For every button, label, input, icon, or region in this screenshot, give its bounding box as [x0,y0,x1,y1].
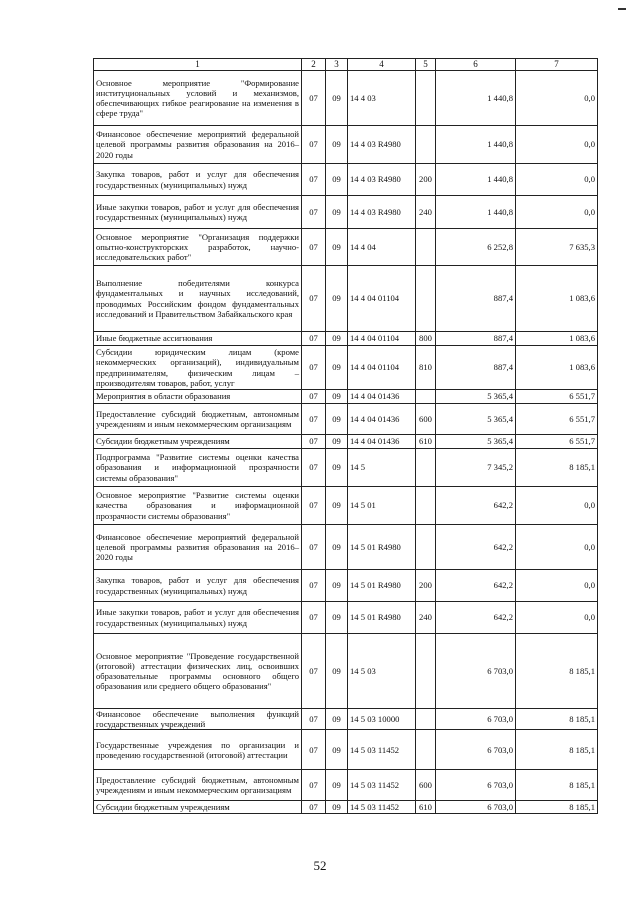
row-name: Иные закупки товаров, работ и услуг для обеспечения государственных (муниципальных) нужд [94,602,302,634]
row-amount-year-2: 1 083,6 [516,266,598,332]
table-row [94,801,598,814]
row-amount-year-1: 642,2 [436,570,516,602]
row-expense-type: 610 [416,801,436,814]
table-row [94,126,598,164]
row-target-article: 14 4 03 [348,71,416,126]
row-target-article: 14 4 03 R4980 [348,164,416,196]
row-target-article: 14 5 01 [348,487,416,525]
row-amount-year-2: 8 185,1 [516,634,598,709]
scan-mark [618,8,626,10]
row-target-article: 14 5 03 11452 [348,801,416,814]
row-subsection: 09 [326,634,348,709]
table-row [94,730,598,770]
row-amount-year-2: 1 083,6 [516,332,598,346]
row-expense-type [416,487,436,525]
row-amount-year-2: 8 185,1 [516,730,598,770]
row-target-article: 14 5 [348,449,416,487]
row-section: 07 [302,229,326,266]
row-subsection: 09 [326,602,348,634]
table-row [94,570,598,602]
row-amount-year-1: 887,4 [436,266,516,332]
row-target-article: 14 5 03 10000 [348,709,416,730]
row-name: Подпрограмма "Развитие системы оценки качества образования и информационной прозрачности системы образования" [94,449,302,487]
table-row [94,525,598,570]
row-section: 07 [302,196,326,229]
row-subsection: 09 [326,801,348,814]
row-subsection: 09 [326,390,348,404]
row-amount-year-1: 1 440,8 [436,126,516,164]
row-amount-year-1: 5 365,4 [436,404,516,435]
row-amount-year-2: 8 185,1 [516,709,598,730]
row-name: Предоставление субсидий бюджетным, автономным учреждениям и иным некоммерческим организациям [94,404,302,435]
row-expense-type: 200 [416,570,436,602]
row-section: 07 [302,525,326,570]
row-name: Выполнение победителями конкурса фундаментальных и научных исследований, проводимых Российским фондом фундаментальных исследований и Правительством Забайкальского края [94,266,302,332]
table-row [94,164,598,196]
row-section: 07 [302,487,326,525]
row-expense-type [416,71,436,126]
row-section: 07 [302,709,326,730]
row-subsection: 09 [326,126,348,164]
row-expense-type [416,390,436,404]
header-col-7: 7 [516,59,598,71]
table-row [94,346,598,390]
row-name: Основное мероприятие "Проведение государственной (итоговой) аттестации физических лиц, освоивших образовательные программы основного общего образования или среднего общего образования" [94,634,302,709]
row-expense-type [416,229,436,266]
row-amount-year-2: 0,0 [516,126,598,164]
row-subsection: 09 [326,570,348,602]
row-section: 07 [302,266,326,332]
row-section: 07 [302,346,326,390]
row-amount-year-1: 642,2 [436,487,516,525]
row-amount-year-2: 0,0 [516,602,598,634]
table-row [94,602,598,634]
row-amount-year-1: 6 703,0 [436,634,516,709]
header-col-4: 4 [348,59,416,71]
row-section: 07 [302,634,326,709]
row-amount-year-2: 6 551,7 [516,435,598,449]
row-amount-year-2: 8 185,1 [516,449,598,487]
row-name: Предоставление субсидий бюджетным, автономным учреждениям и иным некоммерческим организациям [94,770,302,801]
row-expense-type [416,266,436,332]
header-col-5: 5 [416,59,436,71]
row-subsection: 09 [326,730,348,770]
row-section: 07 [302,449,326,487]
row-target-article: 14 5 01 R4980 [348,602,416,634]
row-name: Финансовое обеспечение выполнения функций государственных учреждений [94,709,302,730]
row-subsection: 09 [326,164,348,196]
row-section: 07 [302,770,326,801]
table-row [94,71,598,126]
page-number: 52 [313,858,327,873]
row-target-article: 14 5 03 11452 [348,730,416,770]
table-row [94,449,598,487]
row-subsection: 09 [326,346,348,390]
row-target-article: 14 4 04 01104 [348,346,416,390]
row-amount-year-1: 5 365,4 [436,435,516,449]
table-row [94,266,598,332]
row-amount-year-1: 6 252,8 [436,229,516,266]
table-body [94,71,598,814]
row-target-article: 14 4 04 [348,229,416,266]
row-name: Основное мероприятие "Формирование институциональных условий и механизмов, обеспечивающих гибкое реагирование на изменения в сфере труда" [94,71,302,126]
row-target-article: 14 4 03 R4980 [348,126,416,164]
row-amount-year-1: 1 440,8 [436,71,516,126]
row-expense-type [416,449,436,487]
table-row [94,709,598,730]
row-name: Основное мероприятие "Организация поддержки опытно-конструкторских разработок, научно-исследовательских работ" [94,229,302,266]
row-amount-year-1: 6 703,0 [436,709,516,730]
table-row [94,390,598,404]
row-amount-year-1: 887,4 [436,346,516,390]
header-row [94,59,598,71]
row-amount-year-2: 8 185,1 [516,801,598,814]
row-name: Субсидии бюджетным учреждениям [94,801,302,814]
row-subsection: 09 [326,487,348,525]
row-name: Финансовое обеспечение мероприятий федеральной целевой программы развития образования на 2016–2020 годы [94,126,302,164]
row-target-article: 14 4 04 01104 [348,266,416,332]
row-expense-type: 800 [416,332,436,346]
row-expense-type: 810 [416,346,436,390]
header-col-1: 1 [94,59,302,71]
row-subsection: 09 [326,71,348,126]
header-col-6: 6 [436,59,516,71]
row-section: 07 [302,570,326,602]
row-subsection: 09 [326,404,348,435]
row-amount-year-2: 6 551,7 [516,404,598,435]
row-name: Мероприятия в области образования [94,390,302,404]
row-expense-type: 600 [416,770,436,801]
row-section: 07 [302,126,326,164]
row-amount-year-2: 0,0 [516,525,598,570]
row-target-article: 14 4 04 01436 [348,435,416,449]
table-row [94,332,598,346]
row-section: 07 [302,71,326,126]
row-name: Закупка товаров, работ и услуг для обеспечения государственных (муниципальных) нужд [94,164,302,196]
row-subsection: 09 [326,332,348,346]
row-amount-year-2: 7 635,3 [516,229,598,266]
row-section: 07 [302,602,326,634]
row-amount-year-1: 7 345,2 [436,449,516,487]
row-target-article: 14 5 01 R4980 [348,570,416,602]
row-name: Основное мероприятие "Развитие системы оценки качества образования и информационной прозрачности системы образования" [94,487,302,525]
row-amount-year-2: 0,0 [516,196,598,229]
row-amount-year-1: 1 440,8 [436,164,516,196]
row-section: 07 [302,332,326,346]
row-expense-type [416,126,436,164]
row-subsection: 09 [326,196,348,229]
row-section: 07 [302,390,326,404]
table-row [94,634,598,709]
row-target-article: 14 5 01 R4980 [348,525,416,570]
row-name: Субсидии юридическим лицам (кроме некоммерческих организаций), индивидуальным предпринимателям, физическим лицам – производителям товаров, работ, услуг [94,346,302,390]
row-expense-type: 200 [416,164,436,196]
row-amount-year-2: 8 185,1 [516,770,598,801]
budget-table [93,58,598,814]
row-subsection: 09 [326,770,348,801]
row-section: 07 [302,164,326,196]
table-row [94,487,598,525]
row-subsection: 09 [326,709,348,730]
row-name: Иные бюджетные ассигнования [94,332,302,346]
table-row [94,770,598,801]
row-amount-year-2: 6 551,7 [516,390,598,404]
row-subsection: 09 [326,449,348,487]
row-subsection: 09 [326,435,348,449]
row-expense-type: 240 [416,196,436,229]
row-target-article: 14 4 04 01436 [348,390,416,404]
row-amount-year-2: 0,0 [516,164,598,196]
row-expense-type: 610 [416,435,436,449]
row-amount-year-2: 0,0 [516,71,598,126]
row-target-article: 14 4 03 R4980 [348,196,416,229]
row-expense-type: 240 [416,602,436,634]
table-row [94,229,598,266]
row-subsection: 09 [326,525,348,570]
row-name: Закупка товаров, работ и услуг для обеспечения государственных (муниципальных) нужд [94,570,302,602]
table-row [94,404,598,435]
row-name: Финансовое обеспечение мероприятий федеральной целевой программы развития образования на 2016–2020 годы [94,525,302,570]
row-expense-type [416,634,436,709]
row-target-article: 14 5 03 [348,634,416,709]
row-name: Государственные учреждения по организации и проведению государственной (итоговой) аттестации [94,730,302,770]
row-amount-year-1: 6 703,0 [436,801,516,814]
header-col-3: 3 [326,59,348,71]
row-section: 07 [302,730,326,770]
row-expense-type: 600 [416,404,436,435]
row-expense-type [416,525,436,570]
row-amount-year-1: 6 703,0 [436,730,516,770]
row-section: 07 [302,801,326,814]
table-row [94,196,598,229]
row-amount-year-2: 0,0 [516,570,598,602]
row-amount-year-1: 6 703,0 [436,770,516,801]
row-subsection: 09 [326,229,348,266]
row-expense-type [416,730,436,770]
row-expense-type [416,709,436,730]
row-amount-year-1: 1 440,8 [436,196,516,229]
row-section: 07 [302,404,326,435]
row-amount-year-1: 642,2 [436,525,516,570]
row-name: Субсидии бюджетным учреждениям [94,435,302,449]
row-target-article: 14 4 04 01436 [348,404,416,435]
row-name: Иные закупки товаров, работ и услуг для обеспечения государственных (муниципальных) нужд [94,196,302,229]
row-amount-year-2: 0,0 [516,487,598,525]
row-section: 07 [302,435,326,449]
row-target-article: 14 5 03 11452 [348,770,416,801]
table-row [94,435,598,449]
row-amount-year-1: 642,2 [436,602,516,634]
row-amount-year-2: 1 083,6 [516,346,598,390]
row-target-article: 14 4 04 01104 [348,332,416,346]
header-col-2: 2 [302,59,326,71]
row-subsection: 09 [326,266,348,332]
row-amount-year-1: 887,4 [436,332,516,346]
row-amount-year-1: 5 365,4 [436,390,516,404]
